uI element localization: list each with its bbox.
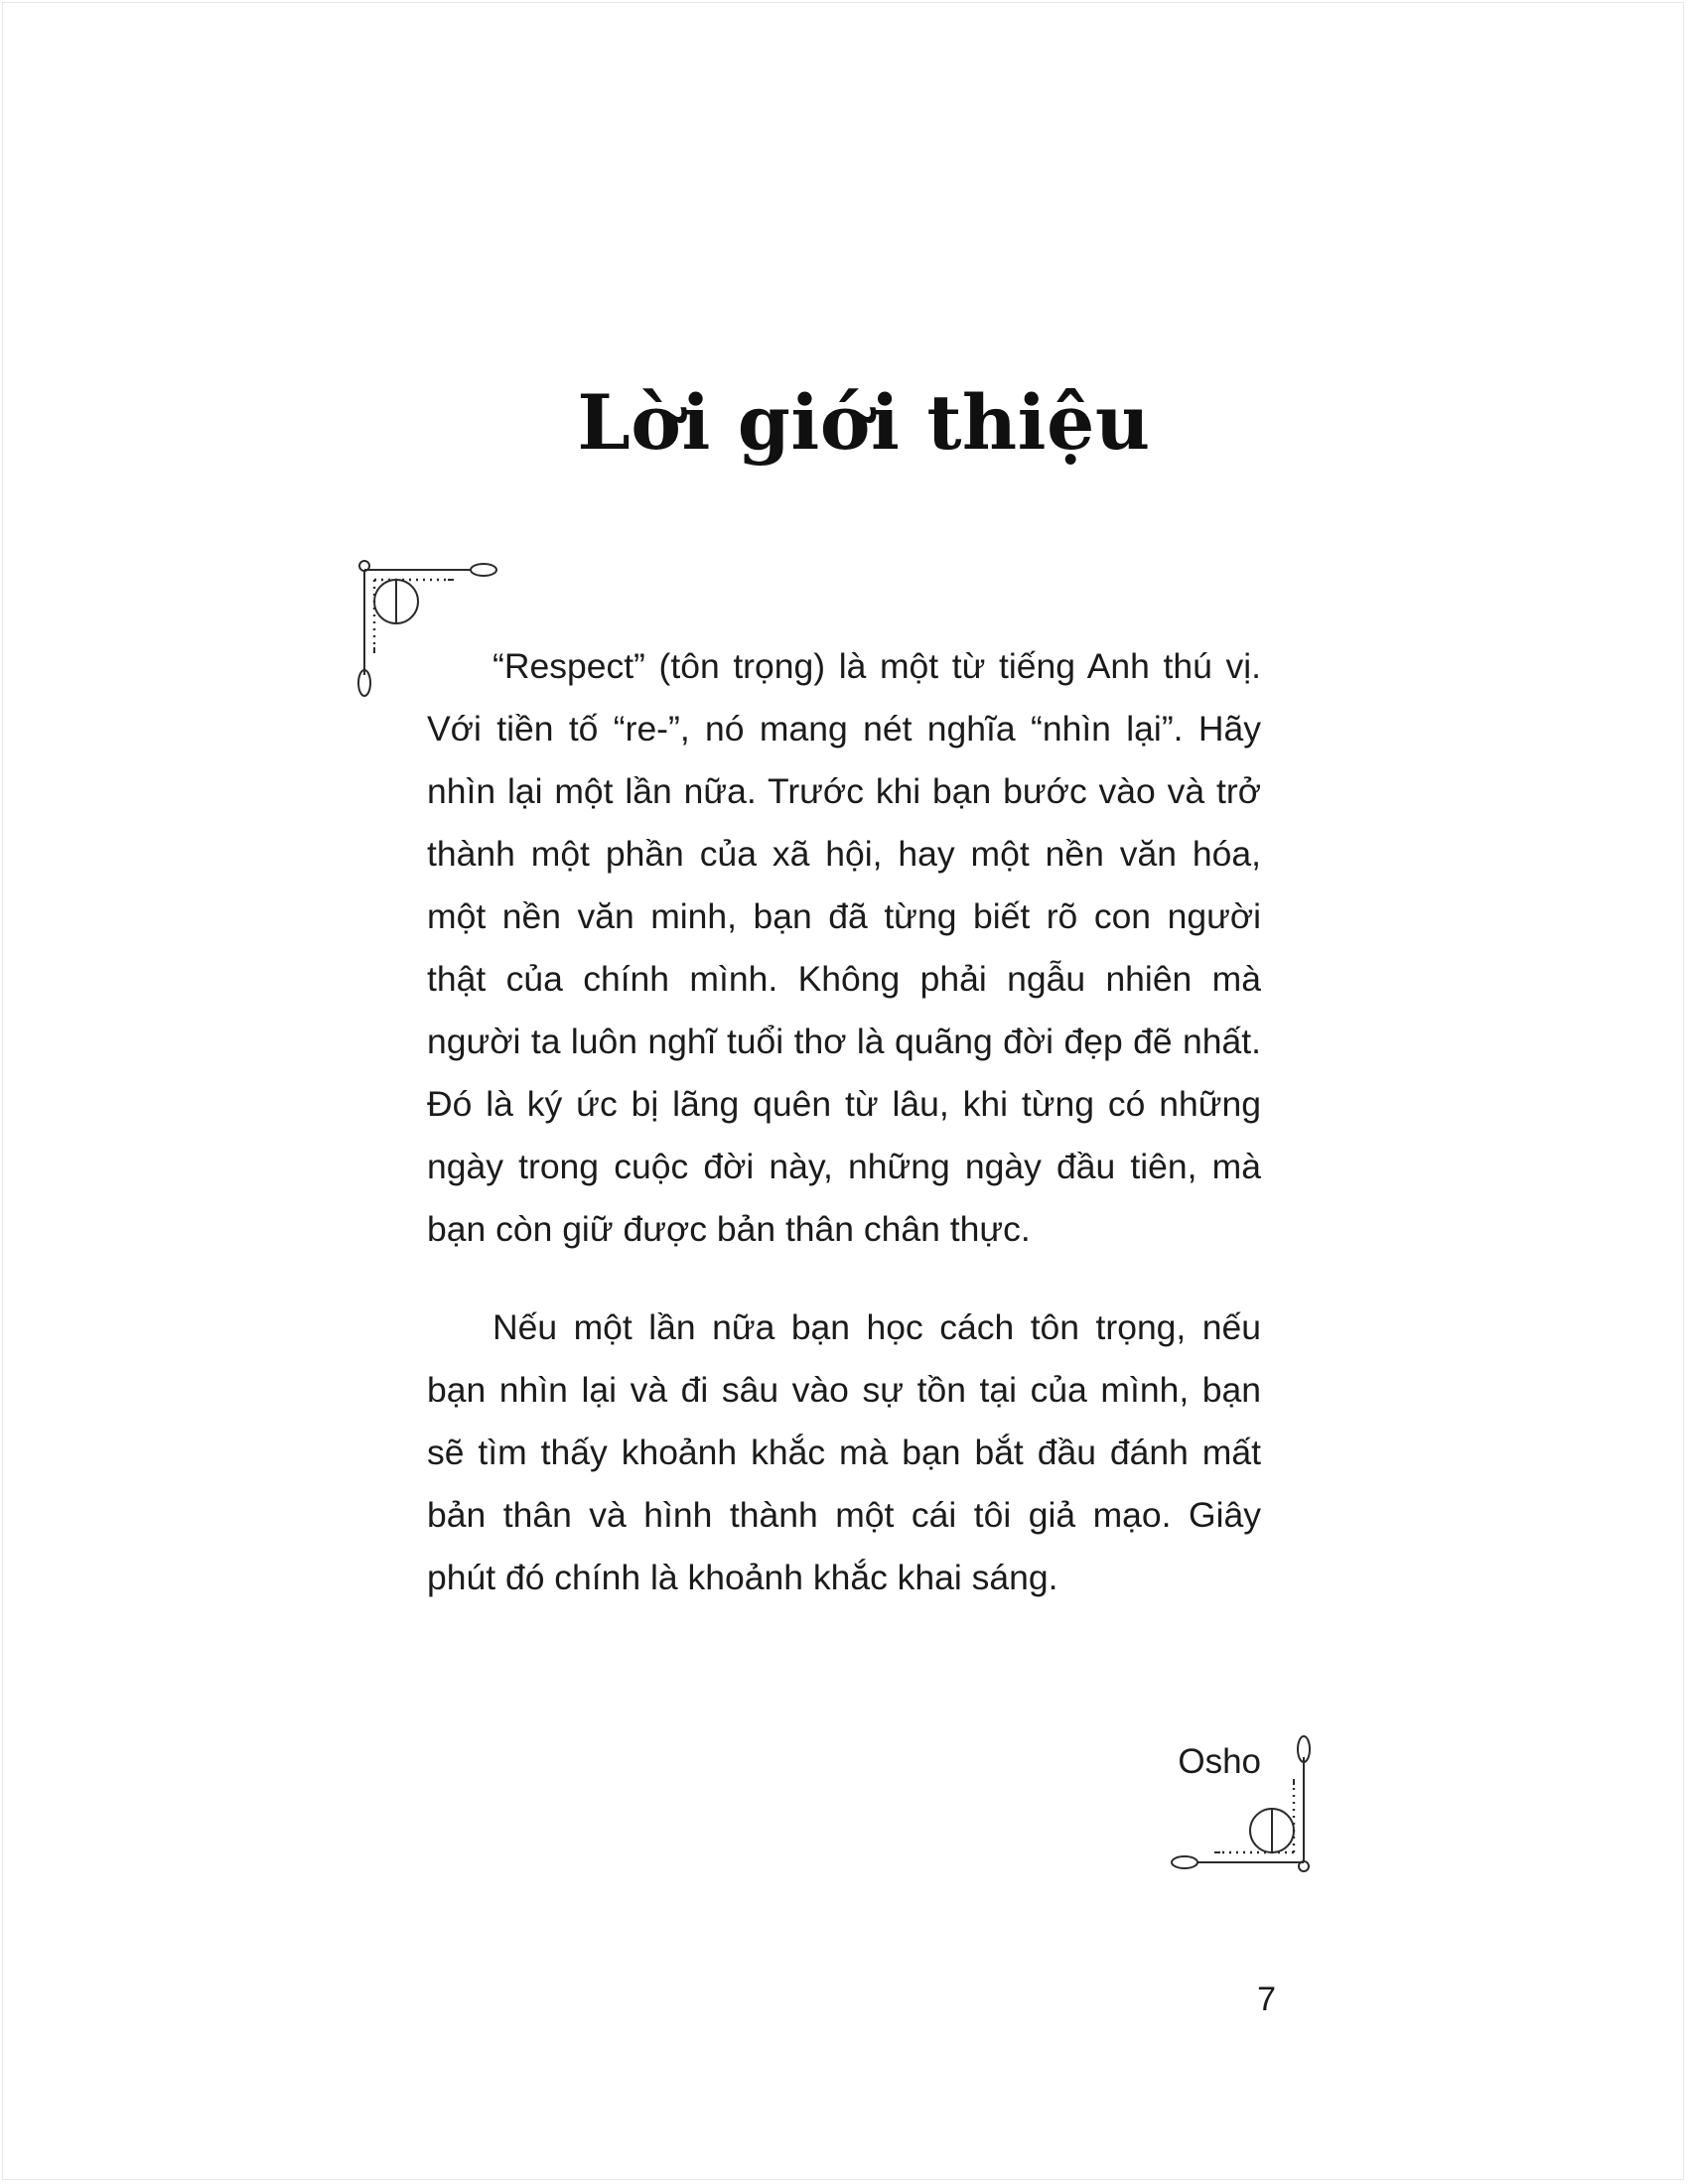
author-attribution: Osho	[1178, 1742, 1261, 1781]
body-text	[427, 635, 1261, 1609]
paragraph-2: Nếu một lần nữa bạn học cách tôn trọng, nếu bạn nhìn lại và đi sâu vào sự tồn tại của mình, bạn sẽ tìm thấy khoảnh khắc mà bạn bắt đầu đánh mất bản thân và hình thành một cái tôi giả mạo. Giây phút đó chính là khoảnh khắc khai sáng.	[427, 1307, 1261, 1597]
corner-flourish-ornament-bottom-right	[1147, 1732, 1316, 1876]
page-title: Lời giới thiệu	[577, 377, 1151, 467]
page-number: 7	[1257, 1980, 1276, 2018]
paragraph-1: “Respect” (tôn trọng) là một từ tiếng Anh thú vị. Với tiền tố “re-”, nó mang nét nghĩa “nhìn lại”. Hãy nhìn lại một lần nữa. Trước khi bạn bước vào và trở thành một phần của xã hội, hay một nền văn hóa, một nền văn minh, bạn đã từng biết rõ con người thật của chính mình. Không phải ngẫu nhiên mà người ta luôn nghĩ tuổi thơ là quãng đời đẹp đẽ nhất. Đó là ký ức bị lãng quên từ lâu, khi từng có những ngày trong cuộc đời này, những ngày đầu tiên, mà bạn còn giữ được bản thân chân thực.	[427, 646, 1261, 1249]
